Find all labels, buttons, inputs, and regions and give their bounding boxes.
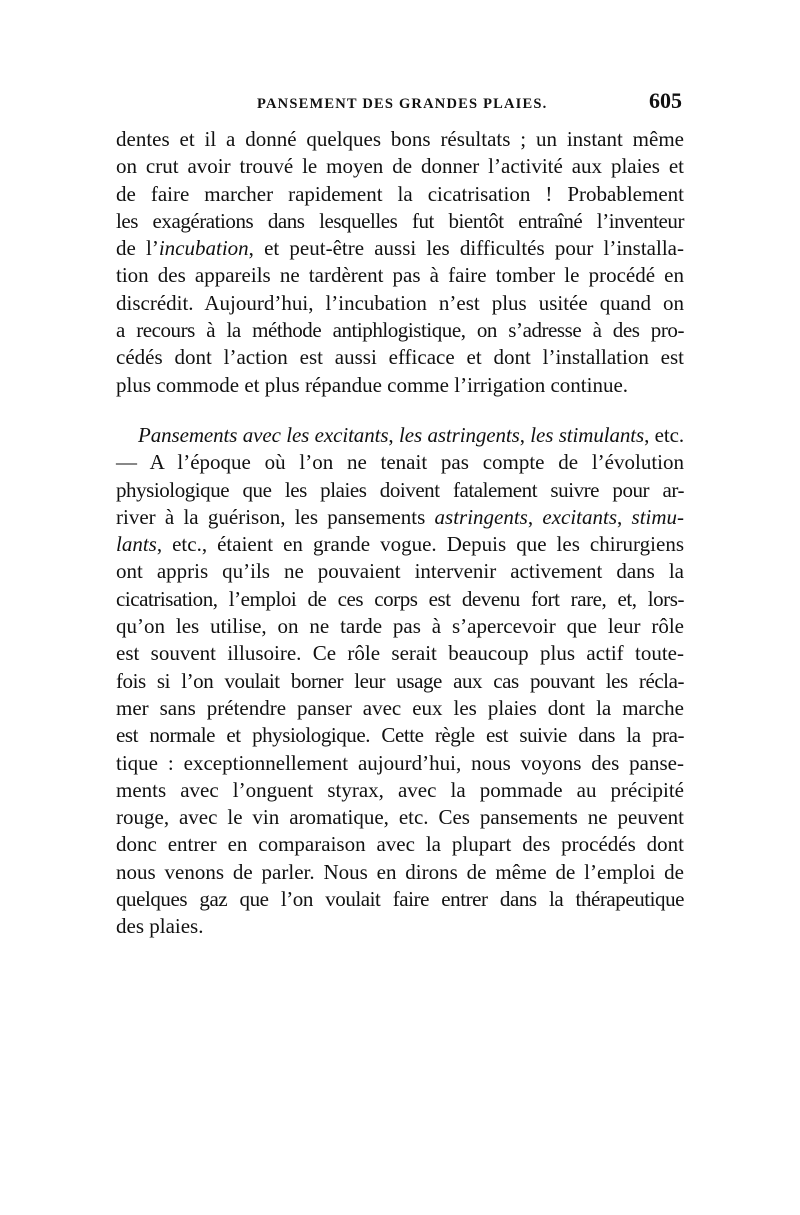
text-line — [116, 504, 684, 531]
text-line: donc entrer en comparaison avec la plupart des procédés dont — [116, 832, 684, 857]
text-line — [116, 531, 684, 558]
text-run: , et peut-être aussi les difficultés pour l’installa- — [248, 236, 684, 261]
text-line: discrédit. Aujourd’hui, l’incubation n’est plus usitée quand on — [116, 290, 684, 315]
text-line: mer sans prétendre panser avec eux les plaies dont la marche — [116, 695, 684, 720]
text-line: des plaies. — [116, 914, 204, 939]
page-number: 605 — [649, 88, 682, 113]
italic-term: stimu- — [631, 504, 685, 529]
text-line: rouge, avec le vin aromatique, etc. Ces pansements ne peuvent — [116, 805, 684, 830]
text-line: on crut avoir trouvé le moyen de donner l’activité aux plaies et — [116, 154, 684, 179]
text-line — [116, 235, 684, 262]
text-run: , etc. — [644, 423, 684, 447]
text-run: , — [388, 423, 399, 447]
italic-heading: Pansements avec les excitants — [138, 423, 389, 447]
text-line: cicatrisation, l’emploi de ces corps est devenu fort rare, et, lors- — [116, 586, 684, 611]
text-line: fois si l’on voulait borner leur usage aux cas pouvant les récla- — [116, 668, 684, 693]
text-line: est souvent illusoire. Ce rôle serait beaucoup plus actif toute- — [116, 641, 684, 666]
text-line: quelques gaz que l’on voulait faire entrer dans la thérapeutique — [116, 887, 684, 912]
text-line: qu’on les utilise, on ne tarde pas à s’apercevoir que leur rôle — [116, 614, 684, 639]
italic-term: astringents — [434, 504, 528, 529]
text-line: de faire marcher rapidement la cicatrisation ! Probablement — [116, 181, 684, 206]
paragraph-excitants — [116, 422, 684, 941]
text-line: a recours à la méthode antiphlogistique, on s’adresse à des pro- — [116, 318, 684, 343]
paragraph-incubation — [116, 126, 684, 399]
text-run: de l’ — [116, 236, 159, 261]
text-line: — A l’époque où l’on ne tenait pas compte de l’évolution — [116, 450, 684, 475]
text-line: ont appris qu’ils ne pouvaient intervenir activement dans la — [116, 559, 684, 584]
text-line: tique : exceptionnellement aujourd’hui, nous voyons des panse- — [116, 750, 684, 775]
italic-term: lants — [116, 532, 157, 557]
italic-term: excitants — [542, 504, 618, 529]
italic-term: incubation — [158, 236, 249, 261]
text-line: physiologique que les plaies doivent fatalement suivre pour ar- — [116, 477, 684, 502]
text-line: est normale et physiologique. Cette règle est suivie dans la pra- — [116, 723, 684, 748]
text-run: , — [519, 423, 531, 447]
text-run: river à la guérison, les pansements — [116, 504, 435, 529]
text-run: , etc., étaient en grande vogue. Depuis que les chirurgiens — [156, 532, 684, 557]
text-run: , — [617, 504, 632, 529]
text-line: ments avec l’onguent styrax, avec la pommade au précipité — [116, 777, 684, 802]
section-heading-line — [116, 422, 684, 449]
text-run: , — [527, 504, 543, 529]
text-line: nous venons de parler. Nous en dirons de même de l’emploi de — [116, 859, 684, 884]
italic-heading: les astringents — [399, 423, 520, 447]
text-line: tion des appareils ne tardèrent pas à faire tomber le procédé en — [116, 263, 684, 288]
text-line: cédés dont l’action est aussi efficace et dont l’installation est — [116, 345, 684, 370]
running-head — [116, 88, 682, 116]
italic-heading: les stimulants — [530, 423, 645, 447]
text-line: les exagérations dans lesquelles fut bientôt entraîné l’inventeur — [116, 208, 684, 233]
text-line: dentes et il a donné quelques bons résultats ; un instant même — [116, 127, 684, 151]
text-line: plus commode et plus répandue comme l’irrigation continue. — [116, 372, 629, 397]
running-title: PANSEMENT DES GRANDES PLAIES. — [257, 96, 548, 112]
